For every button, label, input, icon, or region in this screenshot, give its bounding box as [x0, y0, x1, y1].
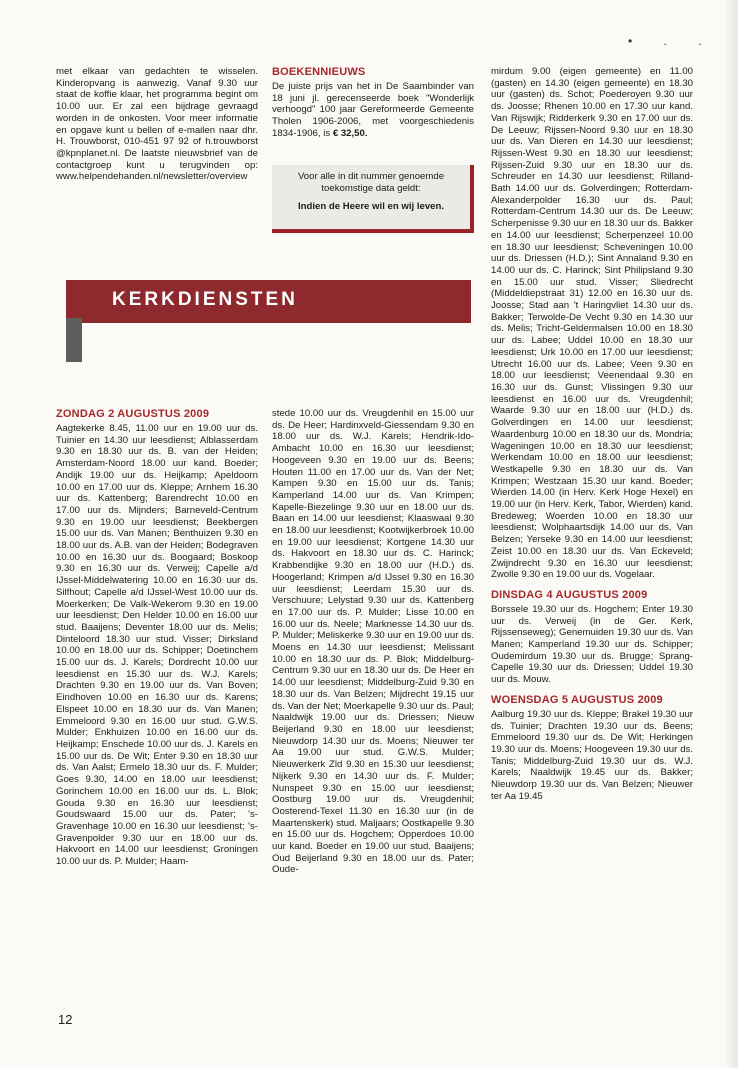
notice-box: [272, 165, 474, 233]
boekennieuws-body: De juiste prijs van het in De Saambinder van 18 juni jl. gerecenseerde boek "Wonderlijk verhoogd" 100 jaar Gereformeerde Gemeente Tholen 1906-2006, met voorgeschiedenis 1834-1906, is: [272, 81, 474, 139]
page-edge-shadow: [724, 0, 738, 1068]
top-column-1: [56, 66, 258, 183]
header-dots: • . .: [628, 34, 716, 48]
contact-group-text: met elkaar van gedachten te wisselen. Kinderopvang is aanwezig. Vanaf 9.30 uur staat de koffie klaar, het programma begint om 10.00 uur. Er zal een bijdrage gevraagd worden in de onkosten. Voor meer informatie en opgave kunt u bellen of e-mailen naar dhr. H. Trouwborst, 010-451 97 92 of h.trouwborst @kpnplanet.nl. De laatste nieuwsbrief van de contactgroep kunt u terugvinden op: www.helpendehanden.nl/newsletter/overview: [56, 66, 258, 183]
boekennieuws-heading: BOEKENNIEUWS: [272, 66, 366, 78]
dinsdag-heading: DINSDAG 4 AUGUSTUS 2009: [491, 588, 648, 601]
notice-text: Voor alle in dit nummer genoemde toekomstige data geldt:: [297, 171, 445, 194]
boekennieuws-text: [272, 81, 474, 140]
services-column-2: [272, 408, 474, 876]
services-column-3: [491, 66, 693, 802]
zondag-heading: ZONDAG 2 AUGUSTUS 2009: [56, 408, 210, 420]
zondag-text-3: mirdum 9.00 (eigen gemeente) en 11.00 (gasten) en 14.30 (eigen gemeente) en 18.30 uur (gasten) ds. Schot; Poederoyen 9.30 uur ds. Joosse; Rhenen 10.00 en 17.30 uur kand. Van Rijswijk; Ridderkerk 9.30 en 17.00 uur ds. De Leeuw; Rijssen-Noord 9.30 uur en 18.30 uur ds. Van Dieren en 14.30 uur leesdienst; Rijssen-West 9.30 en 18.30 uur leesdienst; Rijssen-Zuid 9.30 uur en 18.30 uur ds. Schreuder en 14.30 uur leesdienst; Rilland-Bath 14.00 uur ds. Golverdingen; Rotterdam-Alexanderpolder 16.30 uur ds. Paul; Rotterdam-Centrum 14.30 uur ds. De Leeuw; Scherpenisse 9.30 uur en 18.30 uur ds. Bakker en 14.00 uur leesdienst; Scherpenzeel 10.00 en 18.30 uur leesdienst; Scheveningen 10.00 uur ds. Driessen (H.D.); Sint Annaland 9.30 en 14.00 uur ds. C. Harinck; Sint Philipsland 9.30 en 15.00 uur stud. Visser; Sliedrecht (Middeldiepstraat 31) 12.00 en 16.30 uur ds. Joosse; Stad aan 't Haringvliet 14.30 uur ds. Bakker; Terwolde-De Vecht 9.30 en 14.30 uur ds. Melis; Tricht-Geldermalsen 10.00 en 18.30 uur ds. Labee; Uddel 10.00 en 18.30 uur leesdienst; Urk 10.00 en 17.00 uur leesdienst; Utrecht 16.00 uur ds. Labee; Veen 9.30 en 18.00 uur leesdienst; Veenendaal 9.30 en 16.30 uur ds. Gunst; Vlissingen 9.30 uur leesdienst en 16.00 uur ds. Vreugdenhil; Waarde 9.30 uur en 18.00 uur (H.D.) ds. Golverdingen en 14.00 uur leesdienst; Waardenburg 10.00 en 18.30 uur ds. Mondria; Wageningen 10.00 en 18.30 uur leesdienst; Werkendam 10.00 en 18.00 uur leesdienst; Westkapelle 9.30 en 18.30 uur ds. Van Krimpen; Westzaan 15.30 uur kand. Boeder; Wierden 14.00 (in Herv. Kerk Hoge Hexel) en 19.00 uur (in Herv. Kerk, Tabor, Wierden) kand. Bredeweg; Woerden 10.00 en 18.30 uur leesdienst; Wolphaartsdijk 14.00 uur ds. Van Belzen; Yerseke 9.30 en 14.00 uur leesdienst; Zeist 10.00 en 18.30 uur ds. Van Eckeveld; Zwijndrecht 9.30 en 16.30 uur leesdienst; Zwolle 9.30 en 19.00 uur ds. Vogelaar.: [491, 66, 693, 581]
top-column-2: [272, 66, 474, 140]
woensdag-text: Aalburg 19.30 uur ds. Kleppe; Brakel 19.30 uur ds. Tuinier; Drachten 19.30 uur ds. Beens; Emmeloord 19.30 uur ds. De Wit; Herkingen 19.30 uur ds. Moens; Hoogeveen 19.30 uur ds. Tanis; Middelburg-Zuid 19.30 uur ds. W.J. Karels; Naaldwijk 19.45 uur ds. Bakker; Nieuwdorp 19.30 uur ds. Van Belzen; Nieuwer ter Aa 19.45: [491, 708, 693, 802]
boekennieuws-price: € 32,50.: [332, 127, 368, 139]
page-number: 12: [58, 1012, 73, 1027]
zondag-text-2: stede 10.00 uur ds. Vreugdenhil en 15.00 uur ds. De Heer; Hardinxveld-Giessendam 9.30 en 18.00 uur ds. W.J. Karels; Hendrik-Ido-Ambacht 10.00 en 16.30 uur leesdienst; Hoogeveen 9.30 en 19.00 uur ds. Beens; Houten 11.00 en 17.00 uur ds. Van der Net; Kampen 9.30 en 15.00 uur ds. Tanis; Kamperland 14.00 uur ds. Van Krimpen; Kapelle-Biezelinge 9.30 uur en 18.00 uur ds. Baan en 14.00 uur leesdienst; Klaaswaal 9.30 en 18.00 uur leesdienst; Kootwijkerbroek 10.00 en 19.00 uur leesdienst; Kortgene 14.30 uur ds. Hakvoort en 18.30 uur ds. C. Harinck; Krabbendijke 9.30 en 18.00 uur (H.D.) ds. Hoogerland; Krimpen a/d IJssel 9.30 en 16.30 uur leesdienst; Leerdam 15.30 uur ds. Verschuure; Lelystad 9.30 uur ds. Kattenberg en 17.00 uur ds. P. Mulder; Lisse 10.00 en 16.00 uur ds. Neele; Marknesse 14.30 uur ds. P. Mulder; Meliskerke 9.30 uur en 19.00 uur ds. Moens en 14.30 uur leesdienst; Melissant 10.00 en 18.30 uur ds. P. Blok; Middelburg-Centrum 9.30 uur en 18.30 uur ds. De Heer en 14.00 uur leesdienst; Middelburg-Zuid 9.30 en 18.30 uur ds. Van Belzen; Mijdrecht 19.15 uur ds. Van der Net; Moerkapelle 9.30 uur ds. Paul; Naaldwijk 19.00 uur ds. Driessen; Nieuw Beijerland 9.30 en 18.00 uur leesdienst; Nieuwdorp 14.30 uur ds. Moens; Nieuwer ter Aa 19.00 uur stud. G.W.S. Mulder; Nieuwerkerk Zld 9.30 en 15.30 uur leesdienst; Nijkerk 9.30 en 14.30 uur ds. F. Mulder; Nunspeet 9.30 en 15.00 uur leesdienst; Oostburg 19.00 uur ds. Vreugdenhil; Oosterend-Texel 11.30 en 16.30 uur (in de Maartenskerk) stud. Maljaars; Oostkapelle 9.30 en 15.00 uur ds. Hogchem; Opperdoes 10.00 uur kand. Boeder en 19.00 uur stud. Baaijens; Oud Beijerland 9.30 en 18.00 uur ds. Pater; Oude-: [272, 408, 474, 876]
banner-title: KERKDIENSTEN: [112, 289, 298, 310]
services-column-1: [56, 408, 258, 868]
dinsdag-text: Borssele 19.30 uur ds. Hogchem; Enter 19.30 uur ds. Verweij (in de Ger. Kerk, Rijssenseweg); Genemuiden 19.30 uur ds. Van Manen; Kamperland 19.30 uur ds. Schipper; Oudemirdum 19.30 uur ds. Brugge; Sprang-Capelle 19.30 uur ds. Driessen; Uddel 19.30 uur ds. Mouw.: [491, 603, 693, 686]
notice-bold: Indien de Heere wil en wij leven.: [297, 201, 445, 212]
banner-gray-block: [66, 318, 82, 362]
woensdag-heading: WOENSDAG 5 AUGUSTUS 2009: [491, 693, 663, 706]
zondag-text-1: Aagtekerke 8.45, 11.00 uur en 19.00 uur ds. Tuinier en 14.30 uur leesdienst; Alblasserdam 9.30 en 18.30 uur ds. B. van der Heiden; Amsterdam-Noord 18.00 uur kand. Boeder; Andijk 19.00 uur ds. Heijkamp; Apeldoorn 10.00 en 17.00 uur ds. Kleppe; Arnhem 16.30 uur ds. Kattenberg; Barendrecht 10.00 en 17.00 uur ds. Mijnders; Barneveld-Centrum 9.30 en 19.00 uur leesdienst; Beekbergen 15.00 uur ds. Van Manen; Benthuizen 9.30 en 18.00 uur ds. A.B. van der Heiden; Bodegraven 10.00 en 16.30 uur ds. Boogaard; Boskoop 9.30 en 16.30 uur ds. Verweij; Capelle a/d IJssel-Middelwatering 10.00 en 16.30 uur ds. Silfhout; Capelle a/d IJssel-West 10.00 uur ds. Moerkerken; De Valk-Wekerom 9.30 en 19.00 uur leesdienst; Den Helder 10.00 en 16.00 uur stud. Baaijens; Deventer 18.00 uur ds. Melis; Dinteloord 18.30 uur stud. Visser; Dirksland 10.00 en 18.00 uur ds. Schipper; Doetinchem 15.00 uur ds. J. Karels; Dordrecht 10.00 uur leesdienst en 15.30 uur ds. W.J. Karels; Drachten 9.30 en 19.00 uur ds. Van Boven; Eindhoven 10.00 en 16.30 uur ds. Karens; Elspeet 10.00 en 18.30 uur ds. Van Manen; Emmeloord 9.30 en 16.00 uur stud. G.W.S. Mulder; Enkhuizen 10.00 en 16.00 uur ds. Heijkamp; Enschede 10.00 uur ds. J. Karels en 15.00 uur ds. De Wit; Enter 9.30 en 18.30 uur ds. Van Aalst; Ermelo 18.30 uur ds. F. Mulder; Goes 9.30, 14.00 en 18.00 uur leesdienst; Gorinchem 10.00 en 16.00 uur ds. L. Blok; Gouda 9.30 en 16.30 uur leesdienst; Goudswaard 15.00 uur ds. Pater; 's-Gravenhage 10.00 en 16.30 uur leesdienst; 's-Gravenpolder 9.30 uur en 18.00 uur ds. Hakvoort en 14.00 uur leesdienst; Groningen 10.00 uur ds. P. Mulder; Haam-: [56, 423, 258, 868]
